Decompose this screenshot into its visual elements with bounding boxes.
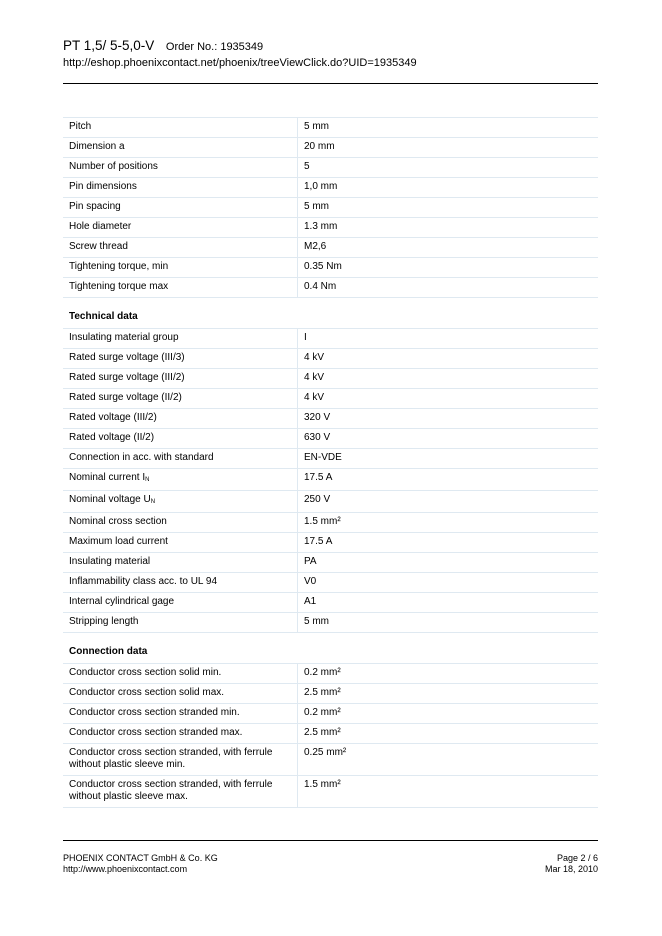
row-label-text: Number of positions xyxy=(69,161,158,172)
row-label xyxy=(63,329,298,349)
row-label xyxy=(63,349,298,369)
footer-right xyxy=(430,853,598,875)
row-label xyxy=(63,389,298,409)
row-value: M2,6 xyxy=(298,238,599,258)
row-value: 17.5 A xyxy=(298,469,599,491)
row-label xyxy=(63,469,298,491)
row-value: 630 V xyxy=(298,429,599,449)
row-label xyxy=(63,429,298,449)
row-label xyxy=(63,178,298,198)
row-value: PA xyxy=(298,553,599,573)
table-row xyxy=(63,724,598,744)
product-url[interactable]: http://eshop.phoenixcontact.net/phoenix/treeViewClick.do?UID=1935349 xyxy=(63,57,417,69)
row-label xyxy=(63,238,298,258)
document-date: Mar 18, 2010 xyxy=(544,864,598,874)
row-value: 5 mm xyxy=(298,613,599,633)
table-row xyxy=(63,349,598,369)
company-name: PHOENIX CONTACT GmbH & Co. KG xyxy=(63,853,218,863)
row-label xyxy=(63,744,298,776)
row-value: 1.3 mm xyxy=(298,218,599,238)
row-value: 4 kV xyxy=(298,349,599,369)
row-label xyxy=(63,138,298,158)
table-row xyxy=(63,744,598,776)
table-row xyxy=(63,553,598,573)
table-row xyxy=(63,198,598,218)
row-label xyxy=(63,491,298,513)
row-value: 17.5 A xyxy=(298,533,599,553)
row-label xyxy=(63,278,298,298)
row-label-text: Stripping length xyxy=(69,616,139,627)
table-row xyxy=(63,776,598,808)
row-label-text: Conductor cross section solid min. xyxy=(69,667,222,678)
table-row xyxy=(63,118,598,138)
row-label-text: Hole diameter xyxy=(69,221,132,232)
row-value: 4 kV xyxy=(298,389,599,409)
row-label xyxy=(63,573,298,593)
order-number: Order No.: 1935349 xyxy=(165,41,264,53)
row-label-text: Nominal cross section xyxy=(69,516,167,527)
row-label xyxy=(63,118,298,138)
table-row xyxy=(63,469,598,491)
row-label xyxy=(63,449,298,469)
row-value: 0.25 mm² xyxy=(298,744,599,776)
row-label-text: Conductor cross section solid max. xyxy=(69,687,225,698)
row-value: 1.5 mm² xyxy=(298,513,599,533)
page-number: Page 2 / 6 xyxy=(556,853,598,863)
row-label-text: Conductor cross section stranded min. xyxy=(69,707,240,718)
row-label-text: Rated voltage (III/2) xyxy=(69,412,157,423)
table-row xyxy=(63,138,598,158)
row-label-text: Rated surge voltage (III/3) xyxy=(69,352,185,363)
technical-data-heading: Technical data xyxy=(63,298,598,329)
row-label-text: Tightening torque max xyxy=(69,281,169,292)
row-value: 0.2 mm² xyxy=(298,704,599,724)
row-label xyxy=(63,258,298,278)
table-row xyxy=(63,369,598,389)
row-label-text: Conductor cross section stranded, with ferrule without plastic sleeve max. xyxy=(69,779,273,802)
table-row xyxy=(63,238,598,258)
footer-divider xyxy=(63,840,598,841)
row-label xyxy=(63,158,298,178)
row-value: EN-VDE xyxy=(298,449,599,469)
table-row xyxy=(63,329,598,349)
table-row xyxy=(63,158,598,178)
footer-left xyxy=(63,853,218,875)
table-row xyxy=(63,533,598,553)
row-value: 1,0 mm xyxy=(298,178,599,198)
row-value: 250 V xyxy=(298,491,599,513)
row-value: 4 kV xyxy=(298,369,599,389)
table-row xyxy=(63,613,598,633)
table-row xyxy=(63,278,598,298)
row-value: 5 mm xyxy=(298,198,599,218)
title-line xyxy=(63,38,598,55)
header-divider xyxy=(63,83,598,84)
row-label-text: Rated surge voltage (III/2) xyxy=(69,372,185,383)
table-row xyxy=(63,429,598,449)
table-row xyxy=(63,513,598,533)
page-header xyxy=(63,38,598,70)
connection-data-table xyxy=(63,664,598,808)
dimensions-table xyxy=(63,117,598,298)
table-row xyxy=(63,449,598,469)
table-row xyxy=(63,218,598,238)
row-value: 0.2 mm² xyxy=(298,664,599,684)
row-value: 320 V xyxy=(298,409,599,429)
row-value: 2.5 mm² xyxy=(298,684,599,704)
row-label-text: Dimension a xyxy=(69,141,125,152)
row-label-text: Rated voltage (II/2) xyxy=(69,432,155,443)
row-value: 2.5 mm² xyxy=(298,724,599,744)
row-label-text: Nominal voltage U xyxy=(69,494,151,505)
table-row xyxy=(63,704,598,724)
row-label-text: Insulating material xyxy=(69,556,151,567)
row-label xyxy=(63,593,298,613)
row-value: I xyxy=(298,329,599,349)
product-name: PT 1,5/ 5-5,0-V xyxy=(63,38,155,53)
row-label xyxy=(63,198,298,218)
row-label xyxy=(63,369,298,389)
row-label xyxy=(63,533,298,553)
row-label-text: Inflammability class acc. to UL 94 xyxy=(69,576,218,587)
row-label-text: Insulating material group xyxy=(69,332,179,343)
row-label-text: Rated surge voltage (II/2) xyxy=(69,392,182,403)
row-label-text: Pin spacing xyxy=(69,201,121,212)
row-label xyxy=(63,613,298,633)
table-row xyxy=(63,491,598,513)
row-label xyxy=(63,513,298,533)
row-label-text: Internal cylindrical gage xyxy=(69,596,175,607)
table-row xyxy=(63,178,598,198)
row-label xyxy=(63,704,298,724)
row-label xyxy=(63,724,298,744)
row-value: 0.4 Nm xyxy=(298,278,599,298)
row-label-text: Pitch xyxy=(69,121,92,132)
row-label xyxy=(63,409,298,429)
table-row xyxy=(63,664,598,684)
row-label xyxy=(63,684,298,704)
technical-data-table xyxy=(63,329,598,633)
table-row xyxy=(63,389,598,409)
table-row xyxy=(63,573,598,593)
row-label xyxy=(63,218,298,238)
table-row xyxy=(63,593,598,613)
table-row xyxy=(63,684,598,704)
row-value: 5 mm xyxy=(298,118,599,138)
row-label xyxy=(63,776,298,808)
row-label xyxy=(63,664,298,684)
row-value: 20 mm xyxy=(298,138,599,158)
row-label-text: Connection in acc. with standard xyxy=(69,452,214,463)
spec-content xyxy=(63,117,598,808)
row-label-subscript: N xyxy=(150,499,156,505)
table-row xyxy=(63,258,598,278)
company-website[interactable]: http://www.phoenixcontact.com xyxy=(63,864,188,874)
row-label-text: Conductor cross section stranded, with ferrule without plastic sleeve min. xyxy=(69,747,273,770)
row-value: V0 xyxy=(298,573,599,593)
row-label-text: Nominal current I xyxy=(69,472,146,483)
row-label-text: Screw thread xyxy=(69,241,128,252)
row-label-subscript: N xyxy=(145,477,150,483)
connection-data-heading: Connection data xyxy=(63,633,598,664)
row-value: 1.5 mm² xyxy=(298,776,599,808)
row-label-text: Pin dimensions xyxy=(69,181,137,192)
row-label-text: Tightening torque, min xyxy=(69,261,169,272)
row-label-text: Maximum load current xyxy=(69,536,168,547)
row-value: 5 xyxy=(298,158,599,178)
row-label xyxy=(63,553,298,573)
row-value: 0.35 Nm xyxy=(298,258,599,278)
row-label-text: Conductor cross section stranded max. xyxy=(69,727,243,738)
row-value: A1 xyxy=(298,593,599,613)
table-row xyxy=(63,409,598,429)
